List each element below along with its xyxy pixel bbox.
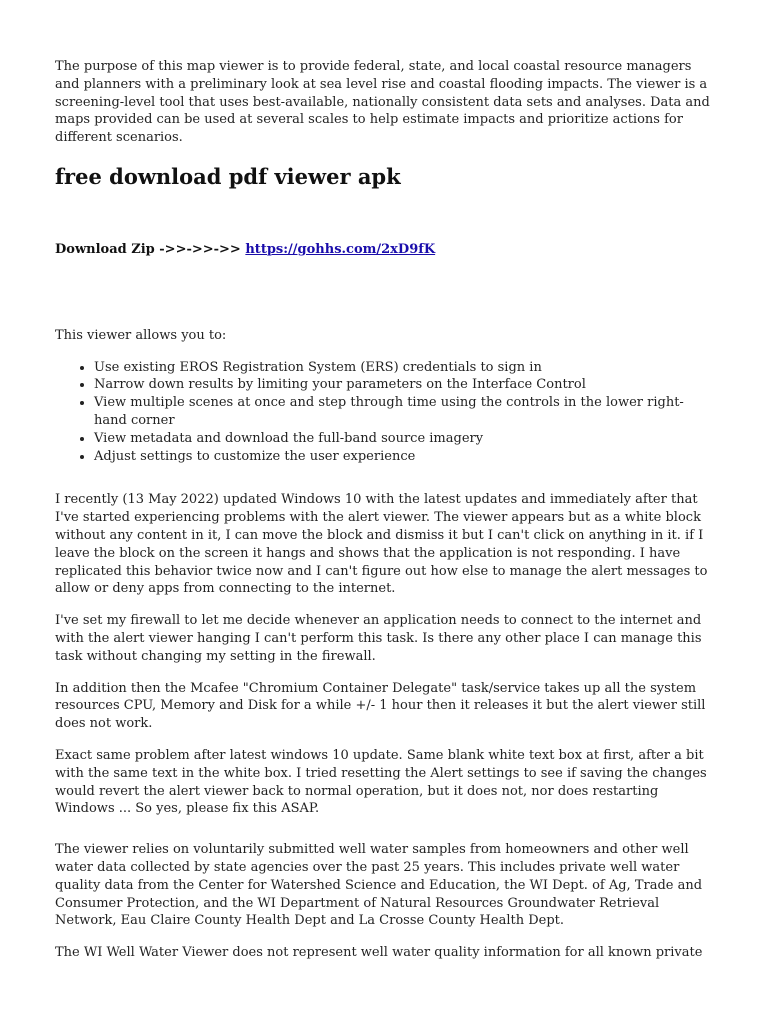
- feature-list: [55, 359, 715, 466]
- list-item: • Adjust settings to customize the user experience: [94, 448, 715, 466]
- body-paragraph: I recently (13 May 2022) updated Windows 10 with the latest updates and immediately after that I've started experiencing problems with the alert viewer. The viewer appears but as a white block without any content in it, I can move the block and dismiss it but I can't click on anything in it. if I leave the block on the screen it hangs and shows that the application is not responding. I have replicated this behavior twice now and I can't figure out how else to manage the alert messages to allow or deny apps from connecting to the internet.: [55, 492, 708, 597]
- body-paragraph: The WI Well Water Viewer does not represent well water quality information for all known private: [55, 945, 703, 961]
- list-item: • Narrow down results by limiting your parameters on the Interface Control: [94, 376, 715, 394]
- body-paragraph: I've set my firewall to let me decide whenever an application needs to connect to the internet and with the alert viewer hanging I can't perform this task. Is there any other place I can manage this task without changing my setting in the firewall.: [55, 613, 702, 664]
- allows-intro: This viewer allows you to:: [55, 327, 227, 343]
- intro-paragraph: The purpose of this map viewer is to provide federal, state, and local coastal resource managers and planners with a preliminary look at sea level rise and coastal flooding impacts. The viewer is a screening-level tool that uses best-available, nationally consistent data sets and analyses. Data and maps provided can be used at several scales to help estimate impacts and prioritize actions for different scenarios.: [55, 59, 710, 146]
- page-title: free download pdf viewer apk: [55, 163, 401, 189]
- list-item: • Use existing EROS Registration System (ERS) credentials to sign in: [94, 359, 715, 377]
- list-item: • View multiple scenes at once and step through time using the controls in the lower right-hand corner: [94, 394, 715, 430]
- download-line: [55, 241, 715, 259]
- body-paragraph: In addition then the Mcafee "Chromium Container Delegate" task/service takes up all the system resources CPU, Memory and Disk for a while +/- 1 hour then it releases it but the alert viewer still does not work.: [55, 680, 706, 732]
- list-item: • View metadata and download the full-band source imagery: [94, 430, 715, 448]
- body-paragraph: Exact same problem after latest windows 10 update. Same blank white text box at first, after a bit with the same text in the white box. I tried resetting the Alert settings to see if saving the changes would revert the alert viewer back to normal operation, but it does not, nor does restarting Windows ... So yes, please fix this ASAP.: [55, 747, 707, 817]
- download-link[interactable]: https://gohhs.com/2xD9fK: [245, 241, 436, 257]
- body-paragraph: The viewer relies on voluntarily submitted well water samples from homeowners and other well water data collected by state agencies over the past 25 years. This includes private well water quality data from the Center for Watershed Science and Education, the WI Dept. of Ag, Trade and Consumer Protection, and the WI Department of Natural Resources Groundwater Retrieval Network, Eau Claire County Health Dept and La Crosse County Health Dept.: [55, 842, 703, 929]
- download-label: Download Zip ->>->>->>: [55, 241, 246, 257]
